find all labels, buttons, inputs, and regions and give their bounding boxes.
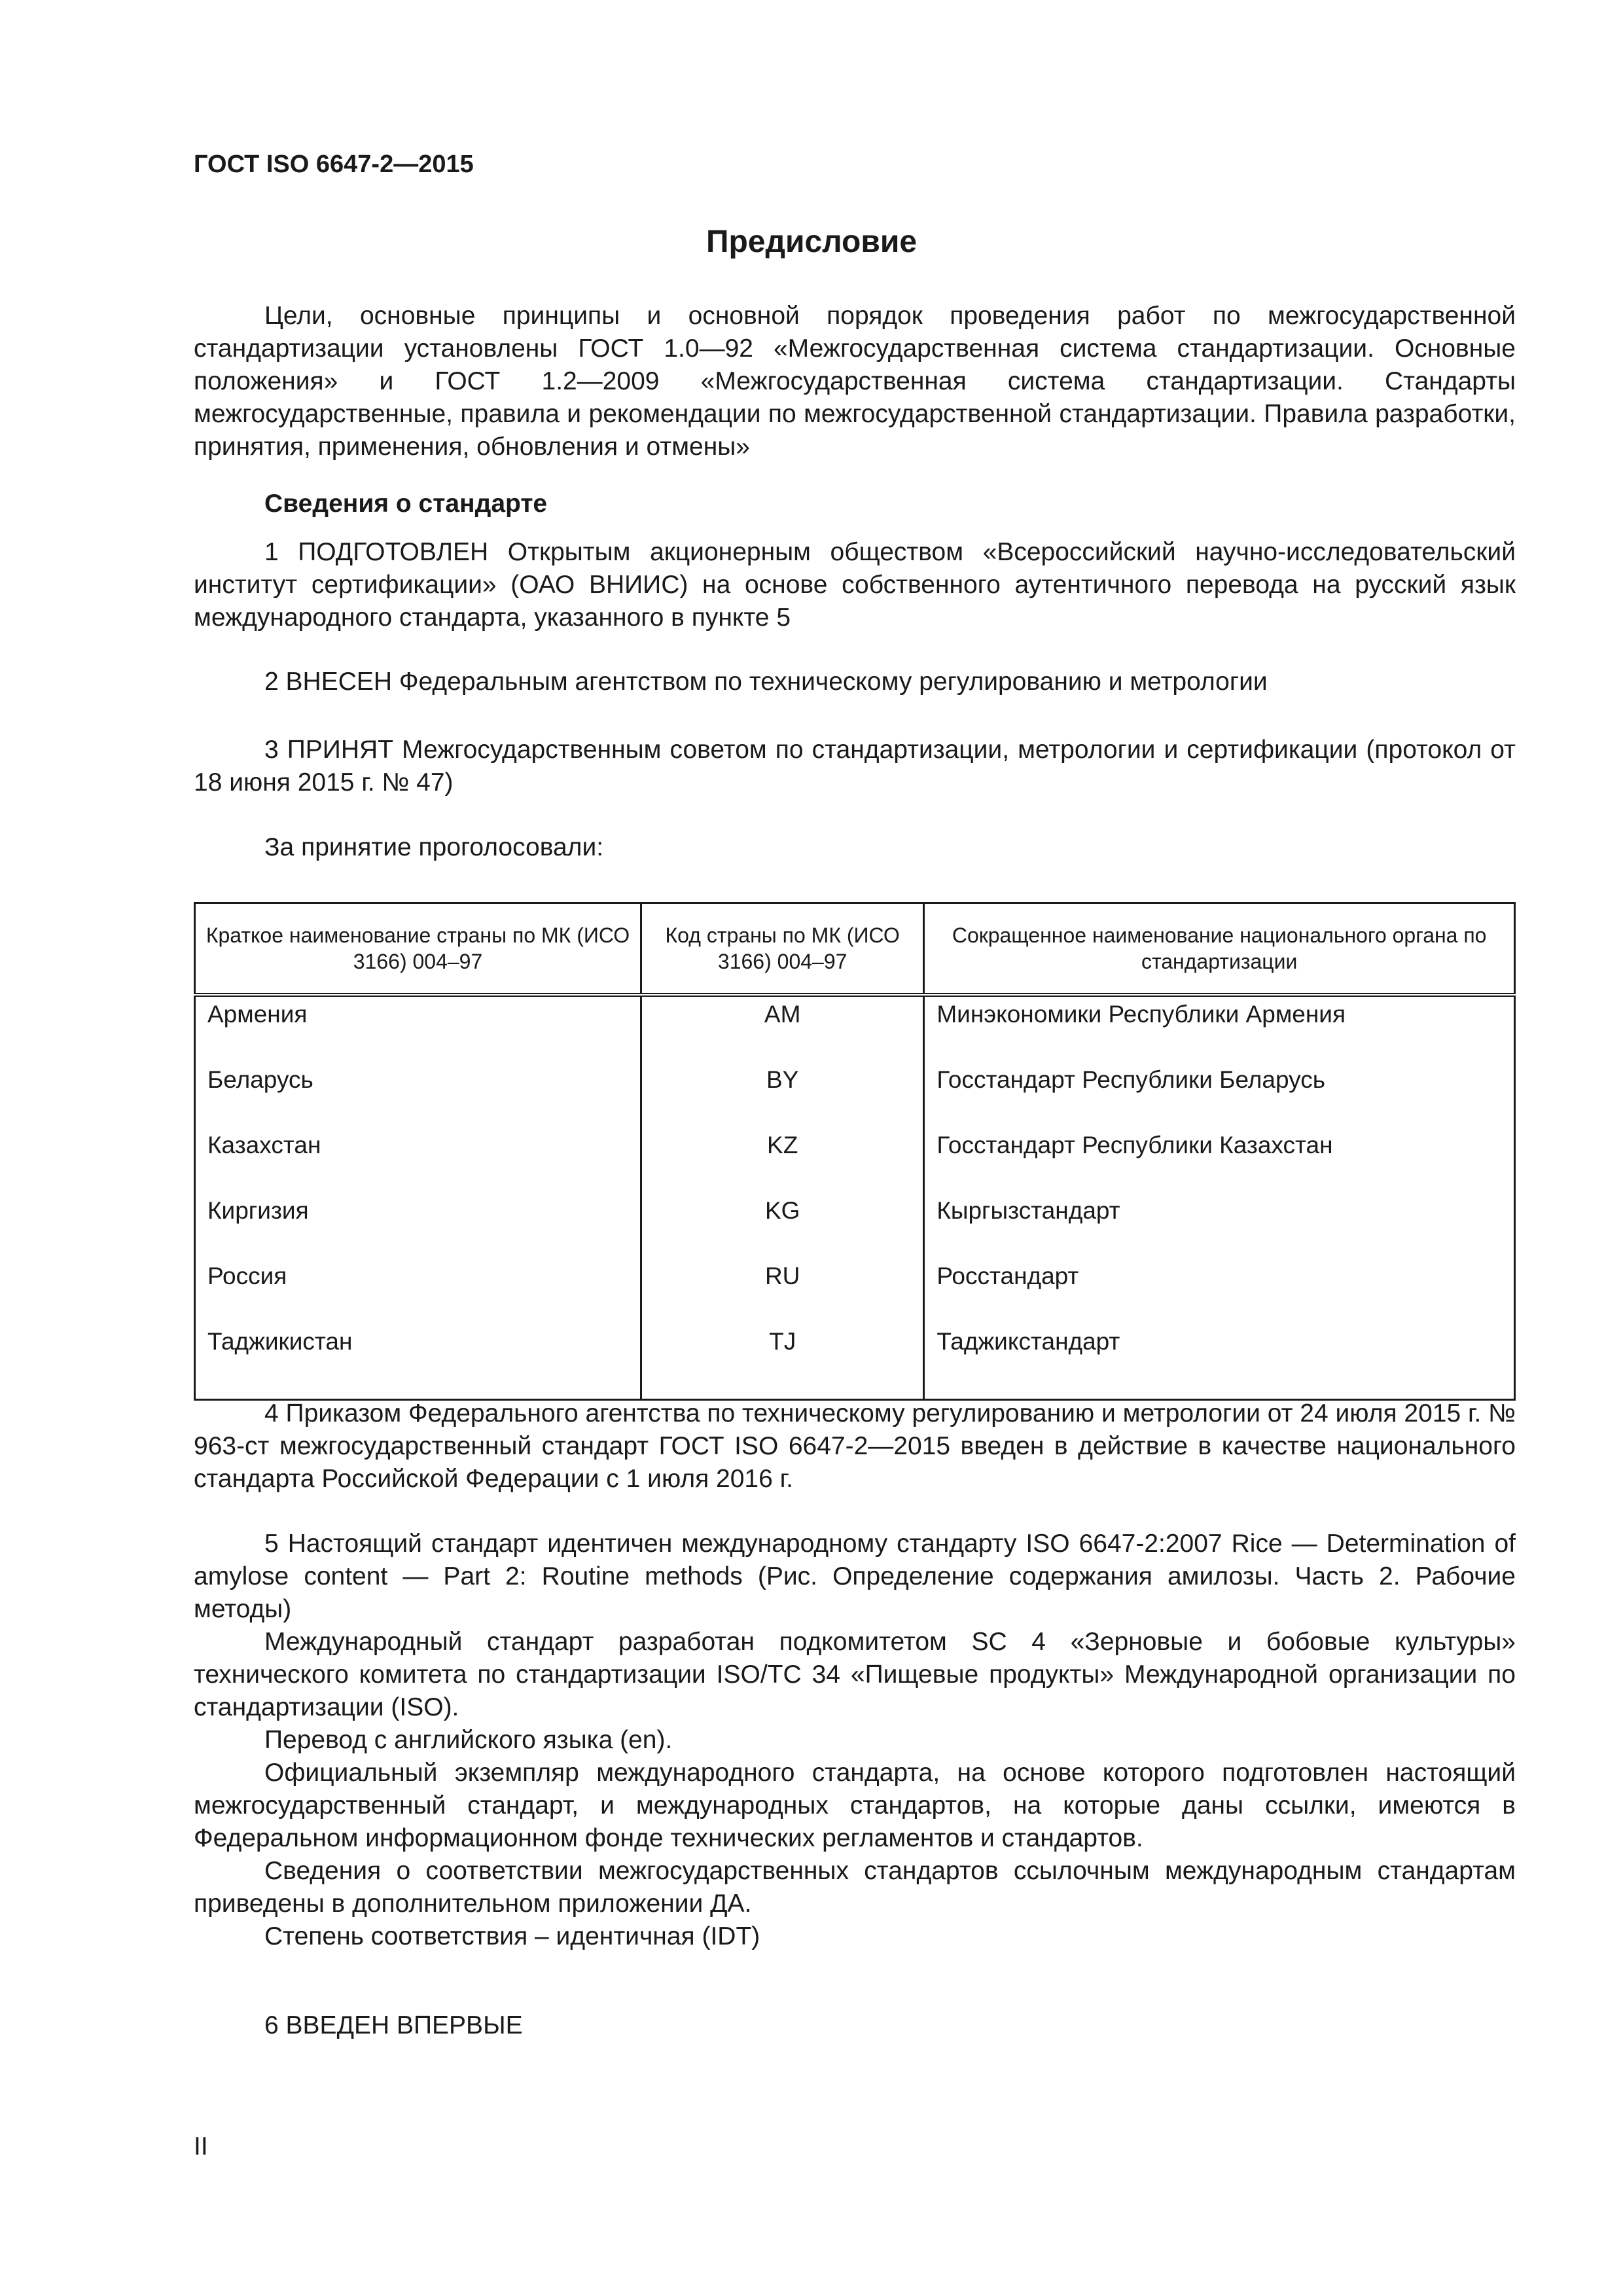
country-cell: Армения [195, 995, 641, 1062]
member-countries-table [194, 902, 1516, 1401]
item-1-block [194, 536, 1516, 634]
national-body-cell: Госстандарт Республики Беларусь [924, 1062, 1515, 1128]
table-row [195, 1259, 1515, 1324]
intro-paragraph: Цели, основные принципы и основной порядок проведения работ по межгосударственной стандартизации установлены ГОСТ 1.0—92 «Межгосударственная система стандартизации. Основные положения» и ГОСТ 1.2—2009 «Межгосударственная система стандартизации. Стандарты межгосударственные, правила и рекомендации по межгосударственной стандартизации. Правила разработки, принятия, применения, обновления и отмены» [194, 302, 1516, 461]
code-cell: KZ [641, 1128, 924, 1193]
item-5-conformity-info: Сведения о соответствии межгосударственных стандартов ссылочным международным стандартам приведены в дополнительном приложении ДА. [194, 1857, 1516, 1918]
table-header-row [195, 903, 1515, 996]
country-cell: Россия [195, 1259, 641, 1324]
item-1-prepared: 1 ПОДГОТОВЛЕН Открытым акционерным обществом «Всероссийский научно-исследовательский институт сертификации» (ОАО ВНИИС) на основе собственного аутентичного перевода на русский язык международного стандарта, указанного в пункте 5 [194, 538, 1516, 632]
item-5-developer: Международный стандарт разработан подкомитетом SC 4 «Зерновые и бобовые культуры» технического комитета по стандартизации ISO/TC 34 «Пищевые продукты» Международной организации по стандартизации (ISO). [194, 1628, 1516, 1721]
column-header-code: Код страны по МК (ИСО 3166) 004–97 [641, 903, 924, 996]
country-cell: Казахстан [195, 1128, 641, 1193]
national-body-cell: Госстандарт Республики Казахстан [924, 1128, 1515, 1193]
code-cell: KG [641, 1193, 924, 1259]
item-2-submitted: 2 ВНЕСЕН Федеральным агентством по техническому регулированию и метрологии [264, 668, 1268, 696]
national-body-cell: Минэкономики Республики Армения [924, 995, 1515, 1062]
national-body-cell: Росстандарт [924, 1259, 1515, 1324]
column-header-country: Краткое наименование страны по МК (ИСО 3166) 004–97 [195, 903, 641, 996]
code-cell: BY [641, 1062, 924, 1128]
page-number: II [194, 2132, 208, 2161]
item-6-introduced: 6 ВВЕДЕН ВПЕРВЫЕ [264, 2011, 523, 2039]
intro-block [194, 300, 1516, 463]
item-5-block [194, 1528, 1516, 1953]
table-row [195, 1324, 1515, 1400]
column-header-national-body: Сокращенное наименование национального органа по стандартизации [924, 903, 1515, 996]
item-4-order: 4 Приказом Федерального агентства по техническому регулированию и метрологии от 24 июля 2015 г. № 963-ст межгосударственный стандарт ГОСТ ISO 6647-2—2015 введен в действие в качестве национального стандарта Российской Федерации с 1 июля 2016 г. [194, 1399, 1516, 1493]
item-5-official-copy: Официальный экземпляр международного стандарта, на основе которого подготовлен настоящий межгосударственный стандарт, и международных стандартов, на которые даны ссылки, имеются в Федеральном информационном фонде технических регламентов и стандартов. [194, 1759, 1516, 1852]
code-cell: AM [641, 995, 924, 1062]
item-4-block [194, 1397, 1516, 1496]
national-body-cell: Кыргызстандарт [924, 1193, 1515, 1259]
country-cell: Беларусь [195, 1062, 641, 1128]
item-6-block [194, 2009, 1516, 2042]
document-code-header: ГОСТ ISO 6647-2—2015 [194, 151, 474, 178]
page-title: Предисловие [705, 224, 918, 259]
item-5-translation: Перевод с английского языка (en). [264, 1726, 673, 1754]
standard-info-heading-block [194, 488, 1516, 520]
table-row [195, 1062, 1515, 1128]
item-3-block [194, 734, 1516, 799]
voted-block [194, 831, 1516, 864]
item-3-adopted: 3 ПРИНЯТ Межгосударственным советом по стандартизации, метрологии и сертификации (протокол от 18 июня 2015 г. № 47) [194, 736, 1516, 797]
country-cell: Киргизия [195, 1193, 641, 1259]
item-2-block [194, 666, 1516, 698]
national-body-cell: Таджикстандарт [924, 1324, 1515, 1400]
item-5-degree: Степень соответствия – идентичная (IDT) [264, 1922, 760, 1950]
table-row [195, 1128, 1515, 1193]
section-heading: Сведения о стандарте [264, 490, 548, 518]
voted-label: За принятие проголосовали: [264, 833, 604, 861]
country-cell: Таджикистан [195, 1324, 641, 1400]
item-5-identity: 5 Настоящий стандарт идентичен международному стандарту ISO 6647-2:2007 Rice — Determination of amylose content — Part 2: Routine methods (Рис. Определение содержания амилозы. Часть 2. Рабочие методы) [194, 1530, 1516, 1623]
code-cell: TJ [641, 1324, 924, 1400]
code-cell: RU [641, 1259, 924, 1324]
table-row [195, 1193, 1515, 1259]
table-row [195, 995, 1515, 1062]
